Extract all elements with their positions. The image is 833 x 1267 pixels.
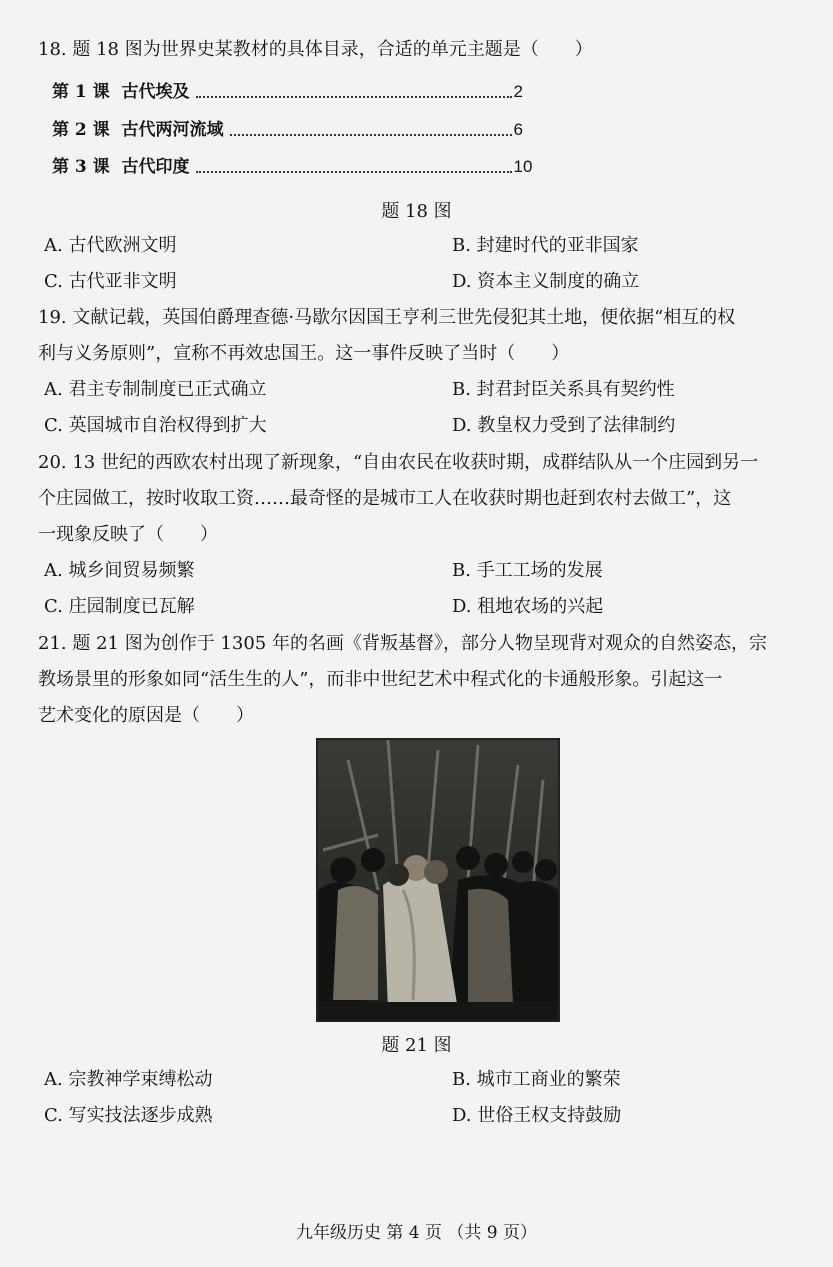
q20-option-d[interactable]: D. 租地农场的兴起	[452, 596, 604, 617]
q21-option-c[interactable]: C. 写实技法逐步成熟	[44, 1105, 213, 1126]
q18-option-d[interactable]: D. 资本主义制度的确立	[452, 271, 640, 292]
toc-row	[52, 155, 532, 179]
q19-stem-line1: 19. 文献记载，英国伯爵理查德·马歇尔因国王亨利三世先侵犯其土地，便依据“相互的权	[38, 307, 736, 328]
painting-illustration	[318, 740, 558, 1020]
head	[424, 860, 448, 884]
q20-option-a[interactable]: A. 城乡间贸易频繁	[44, 560, 195, 581]
toc-leader	[196, 163, 512, 173]
toc-leader	[196, 88, 512, 98]
q20-option-c[interactable]: C. 庄园制度已瓦解	[44, 596, 195, 617]
q19-option-a[interactable]: A. 君主专制制度已正式确立	[44, 379, 267, 400]
toc-lesson: 第 1 课	[52, 82, 110, 102]
painting-image	[316, 738, 560, 1022]
page-footer: 九年级历史 第 4 页 （共 9 页）	[295, 1223, 538, 1243]
toc-leader	[230, 126, 512, 136]
q19-option-c[interactable]: C. 英国城市自治权得到扩大	[44, 415, 267, 436]
q21-option-b[interactable]: B. 城市工商业的繁荣	[452, 1069, 621, 1090]
q21-caption: 题 21 图	[381, 1035, 452, 1056]
q18-option-b[interactable]: B. 封建时代的亚非国家	[452, 235, 639, 256]
toc-title: 古代埃及	[121, 82, 190, 102]
toc-page: 10	[513, 157, 533, 176]
q21-option-d[interactable]: D. 世俗王权支持鼓励	[452, 1105, 622, 1126]
toc-lesson: 第 2 课	[52, 120, 110, 140]
q19-option-b[interactable]: B. 封君封臣关系具有契约性	[452, 379, 675, 400]
q20-stem-line3: 一现象反映了（ ）	[38, 524, 218, 545]
q21-option-a[interactable]: A. 宗教神学束缚松动	[44, 1069, 213, 1090]
toc-row	[52, 80, 523, 104]
q20-option-b[interactable]: B. 手工工场的发展	[452, 560, 603, 581]
q19-stem-line2: 利与义务原则”，宣称不再效忠国王。这一事件反映了当时（ ）	[38, 343, 570, 364]
q19-option-d[interactable]: D. 教皇权力受到了法律制约	[452, 415, 676, 436]
q21-stem-line1: 21. 题 21 图为创作于 1305 年的名画《背叛基督》，部分人物呈现背对观众的自然姿态，宗	[38, 633, 767, 654]
q21-stem-line3: 艺术变化的原因是（ ）	[38, 705, 254, 726]
q20-stem-line1: 20. 13 世纪的西欧农村出现了新现象，“自由农民在收获时期，成群结队从一个庄园到另一	[38, 452, 759, 473]
q18-option-c[interactable]: C. 古代亚非文明	[44, 271, 177, 292]
q18-caption: 题 18 图	[381, 201, 452, 222]
q18-option-a[interactable]: A. 古代欧洲文明	[44, 235, 177, 256]
q21-stem-line2: 教场景里的形象如同“活生生的人”，而非中世纪艺术中程式化的卡通般形象。引起这一	[38, 669, 723, 690]
toc-page: 6	[513, 120, 523, 139]
toc-page: 2	[513, 82, 523, 101]
toc-row	[52, 118, 523, 142]
toc-title: 古代两河流域	[121, 120, 224, 140]
toc-title: 古代印度	[121, 157, 190, 177]
q20-stem-line2: 个庄园做工，按时收取工资……最奇怪的是城市工人在收获时期也赶到农村去做工”，这	[38, 488, 732, 509]
toc-lesson: 第 3 课	[52, 157, 110, 177]
q18-stem: 18. 题 18 图为世界史某教材的具体目录，合适的单元主题是（ ）	[38, 39, 593, 60]
